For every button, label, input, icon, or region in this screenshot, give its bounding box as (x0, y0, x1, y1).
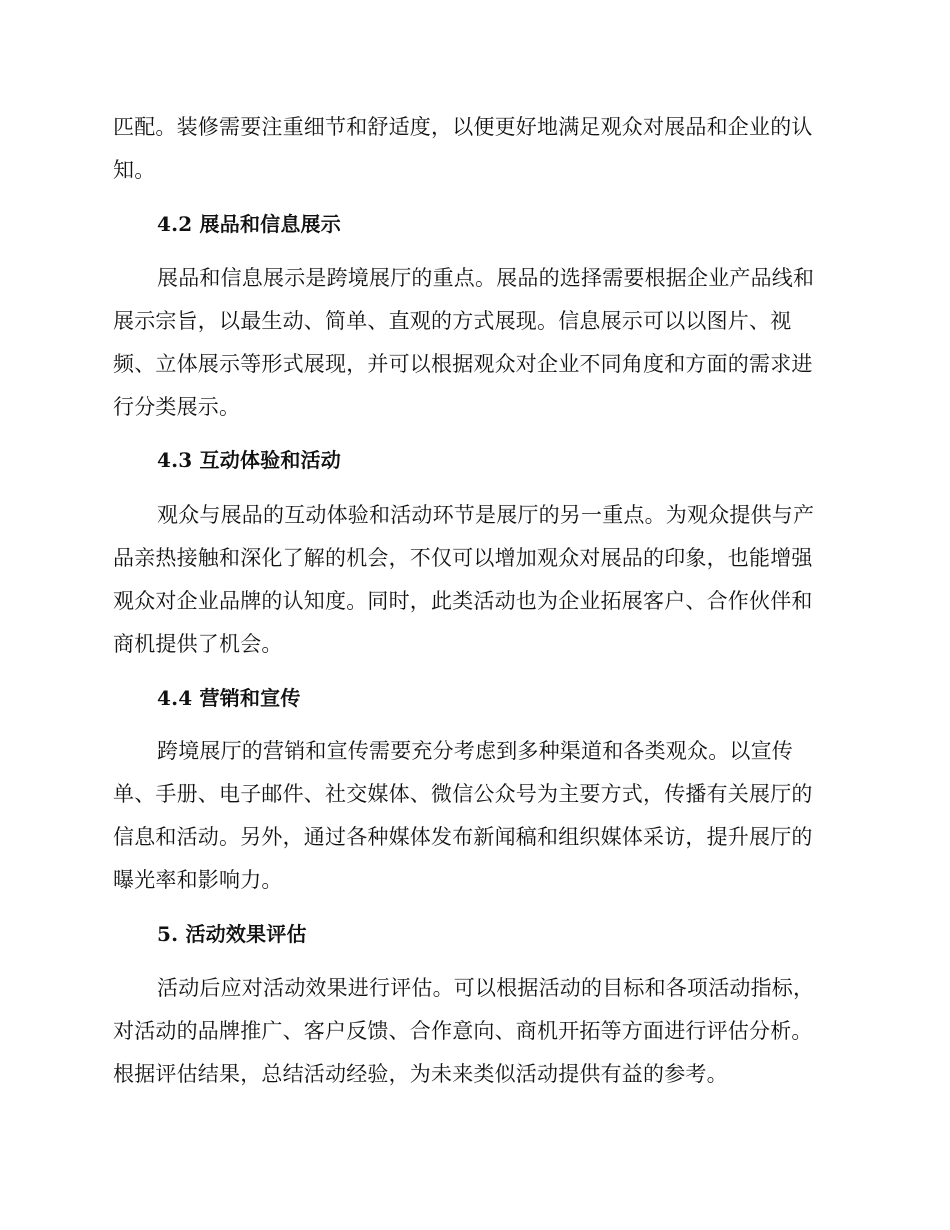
text-line: 根据评估结果，总结活动经验，为未来类似活动提供有益的参考。 (113, 1062, 728, 1086)
paragraph-4-3 (113, 494, 833, 666)
paragraph-intro-continuation (113, 106, 833, 192)
text-line: 跨境展厅的营销和宣传需要充分考虑到多种渠道和各类观众。以宣传 (157, 739, 793, 763)
text-line: 匹配。装修需要注重细节和舒适度，以便更好地满足观众对展品和企业的认 (113, 115, 813, 139)
text-line: 单、手册、电子邮件、社交媒体、微信公众号为主要方式，传播有关展厅的 (113, 782, 813, 806)
text-line: 曝光率和影响力。 (113, 868, 283, 892)
text-line: 品亲热接触和深化了解的机会，不仅可以增加观众对展品的印象，也能增强 (113, 546, 813, 570)
text-line: 知。 (113, 158, 156, 182)
paragraph-4-2 (113, 257, 833, 429)
section-heading-4-4: 4.4 营销和宣传 (157, 686, 301, 710)
text-line: 商机提供了机会。 (113, 632, 283, 656)
text-line: 观众对企业品牌的认知度。同时，此类活动也为企业拓展客户、合作伙伴和 (113, 589, 813, 613)
paragraph-4-4 (113, 730, 833, 902)
section-heading-4-3: 4.3 互动体验和活动 (157, 448, 341, 472)
paragraph-5 (113, 967, 833, 1096)
text-line: 频、立体展示等形式展现，并可以根据观众对企业不同角度和方面的需求进 (113, 352, 813, 376)
text-line: 展品和信息展示是跨境展厅的重点。展品的选择需要根据企业产品线和 (157, 266, 815, 290)
section-heading-5: 5. 活动效果评估 (157, 922, 307, 946)
text-line: 对活动的品牌推广、客户反馈、合作意向、商机开拓等方面进行评估分析。 (113, 1019, 813, 1043)
text-line: 展示宗旨，以最生动、简单、直观的方式展现。信息展示可以以图片、视 (113, 309, 792, 333)
text-line: 观众与展品的互动体验和活动环节是展厅的另一重点。为观众提供与产 (157, 503, 815, 527)
text-line: 活动后应对活动效果进行评估。可以根据活动的目标和各项活动指标， (157, 976, 815, 1000)
section-heading-4-2: 4.2 展品和信息展示 (157, 212, 341, 236)
text-line: 行分类展示。 (113, 395, 241, 419)
text-line: 信息和活动。另外，通过各种媒体发布新闻稿和组织媒体采访，提升展厅的 (113, 825, 813, 849)
